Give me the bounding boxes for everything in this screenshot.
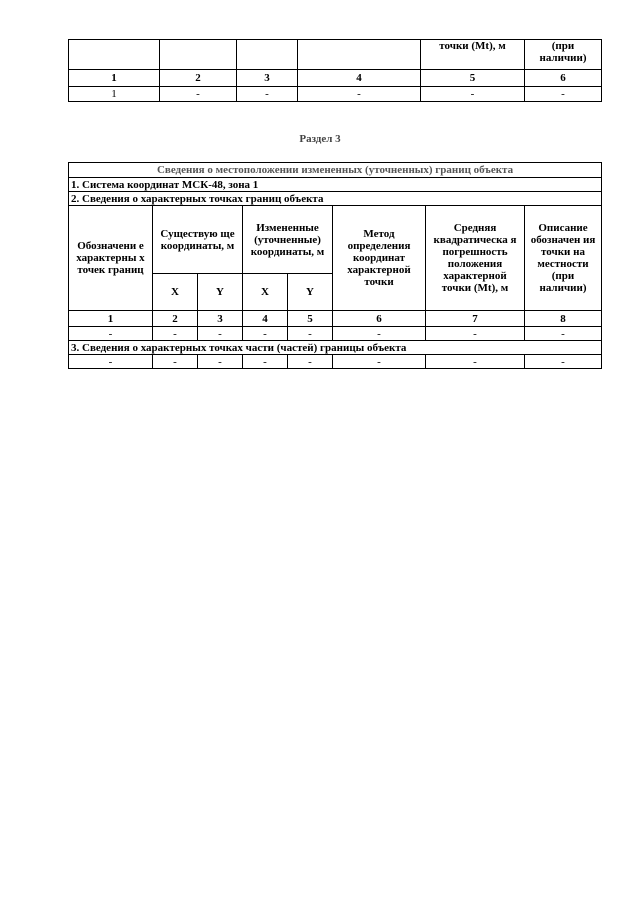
table-cell: - bbox=[298, 87, 421, 102]
designation-header: Обозначени е характерны х точек границ bbox=[69, 206, 153, 311]
table-row bbox=[69, 87, 602, 102]
table-cell: - bbox=[525, 355, 602, 369]
table-header-row bbox=[69, 40, 602, 70]
column-number: 6 bbox=[525, 70, 602, 87]
table-header-row bbox=[69, 206, 602, 274]
header-cell bbox=[298, 40, 421, 70]
boundary-table bbox=[68, 162, 602, 369]
table-caption: Сведения о местоположении измененных (уточненных) границ объекта bbox=[69, 163, 602, 178]
table-cell: - bbox=[243, 327, 288, 341]
table-cell: - bbox=[525, 327, 602, 341]
part-points-label: 3. Сведения о характерных точках части (частей) границы объекта bbox=[69, 341, 602, 355]
method-header: Метод определения координат характерной точки bbox=[333, 206, 426, 311]
table-cell: - bbox=[333, 355, 426, 369]
column-number: 3 bbox=[198, 311, 243, 327]
table-cell: 1 bbox=[69, 87, 160, 102]
table-cell: - bbox=[288, 327, 333, 341]
column-number: 5 bbox=[288, 311, 333, 327]
y-header: Y bbox=[288, 274, 333, 311]
column-number: 2 bbox=[160, 70, 237, 87]
table-cell: - bbox=[153, 327, 198, 341]
existing-coords-header: Существую ще координаты, м bbox=[153, 206, 243, 274]
table-cell: - bbox=[333, 327, 426, 341]
table-cell: - bbox=[288, 355, 333, 369]
caption-row bbox=[69, 163, 602, 178]
column-number: 8 bbox=[525, 311, 602, 327]
description-header: Описание обозначен ия точки на местности (при наличии) bbox=[525, 206, 602, 311]
table-cell: - bbox=[426, 327, 525, 341]
column-number: 2 bbox=[153, 311, 198, 327]
changed-coords-header: Измененные (уточненные) координаты, м bbox=[243, 206, 333, 274]
table-cell: - bbox=[198, 355, 243, 369]
column-number: 4 bbox=[243, 311, 288, 327]
table-cell: - bbox=[525, 87, 602, 102]
header-cell bbox=[69, 40, 160, 70]
column-number: 7 bbox=[426, 311, 525, 327]
header-cell: точки (Mt), м bbox=[421, 40, 525, 70]
column-number-row bbox=[69, 70, 602, 87]
table-cell: - bbox=[198, 327, 243, 341]
table-cell: - bbox=[153, 355, 198, 369]
error-header: Средняя квадратическа я погрешность положения характерной точки (Mt), м bbox=[426, 206, 525, 311]
header-cell: (при наличии) bbox=[525, 40, 602, 70]
column-number: 5 bbox=[421, 70, 525, 87]
coord-system-row bbox=[69, 178, 602, 192]
char-points-row bbox=[69, 192, 602, 206]
table-cell: - bbox=[421, 87, 525, 102]
coord-system-label: 1. Система координат МСК-48, зона 1 bbox=[69, 178, 602, 192]
column-number: 4 bbox=[298, 70, 421, 87]
table-cell: - bbox=[69, 355, 153, 369]
continued-table bbox=[68, 39, 602, 102]
column-number-row bbox=[69, 311, 602, 327]
x-header: X bbox=[153, 274, 198, 311]
table-row bbox=[69, 327, 602, 341]
table-cell: - bbox=[237, 87, 298, 102]
column-number: 6 bbox=[333, 311, 426, 327]
table-cell: - bbox=[69, 327, 153, 341]
column-number: 1 bbox=[69, 311, 153, 327]
table-cell: - bbox=[243, 355, 288, 369]
section-title: Раздел 3 bbox=[299, 133, 341, 145]
header-cell bbox=[160, 40, 237, 70]
column-number: 1 bbox=[69, 70, 160, 87]
table-row bbox=[69, 355, 602, 369]
part-points-row bbox=[69, 341, 602, 355]
column-number: 3 bbox=[237, 70, 298, 87]
y-header: Y bbox=[198, 274, 243, 311]
table-cell: - bbox=[160, 87, 237, 102]
table-cell: - bbox=[426, 355, 525, 369]
x-header: X bbox=[243, 274, 288, 311]
header-cell bbox=[237, 40, 298, 70]
char-points-label: 2. Сведения о характерных точках границ объекта bbox=[69, 192, 602, 206]
